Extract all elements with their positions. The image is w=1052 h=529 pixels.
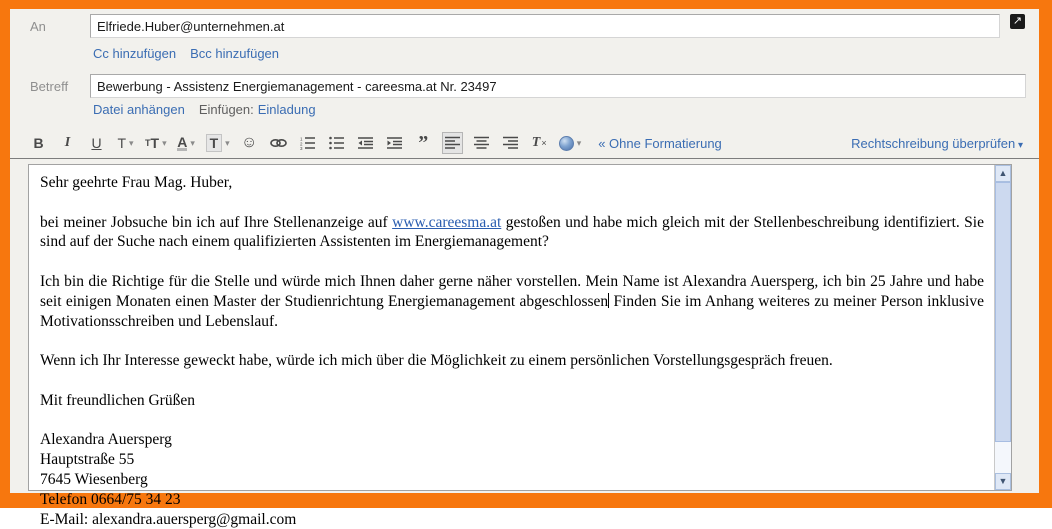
- closing: Mit freundlichen Grüßen: [40, 391, 195, 409]
- message-body-editor[interactable]: [28, 164, 1012, 528]
- message-body-text[interactable]: [29, 165, 994, 528]
- careesma-link[interactable]: www.careesma.at: [392, 213, 502, 231]
- popout-icon[interactable]: ↗: [1010, 14, 1025, 29]
- svg-text:1: 1: [299, 136, 303, 142]
- toolbar-divider: [10, 158, 1039, 159]
- outdent-button[interactable]: [355, 132, 376, 154]
- bullet-list-button[interactable]: [326, 132, 347, 154]
- subject-input[interactable]: [90, 74, 1026, 98]
- blockquote-button[interactable]: [413, 132, 434, 154]
- align-right-icon: [503, 136, 518, 150]
- font-size-dropdown-button[interactable]: T T ▾: [144, 132, 168, 154]
- signature-phone: Telefon 0664/75 34 23: [40, 490, 181, 508]
- remove-formatting-button[interactable]: T ×: [531, 135, 547, 150]
- emoji-icon: ☺: [241, 134, 258, 151]
- check-spelling-menu[interactable]: Rechtschreibung überprüfen ▾: [851, 136, 1023, 151]
- spellcheck-language-button[interactable]: [558, 132, 583, 154]
- numbered-list-button[interactable]: [297, 132, 318, 154]
- svg-text:2: 2: [299, 141, 303, 147]
- text-color-dropdown-button[interactable]: A ▾: [176, 132, 197, 154]
- scrollbar-thumb[interactable]: [995, 182, 1011, 442]
- scroll-down-icon[interactable]: ▼: [995, 473, 1011, 490]
- to-label: An: [30, 19, 46, 34]
- signature-block: [40, 430, 984, 529]
- signature-name: Alexandra Auersperg: [40, 431, 172, 449]
- insert-link-button[interactable]: [268, 132, 289, 154]
- attach-file-link[interactable]: Datei anhängen: [93, 102, 185, 117]
- scroll-up-icon[interactable]: ▲: [995, 165, 1011, 182]
- italic-button[interactable]: I: [64, 135, 71, 150]
- svg-text:3: 3: [299, 146, 303, 151]
- numbered-list-icon: [300, 136, 315, 150]
- paragraph-3: Wenn ich Ihr Interesse geweckt habe, würde ich mich über die Möglichkeit zu einem persönlichen Vorstellungsgespräch freuen.: [40, 352, 833, 370]
- paragraph-1: bei meiner Jobsuche bin ich auf Ihre Stellenanzeige auf www.careesma.at gestoßen und habe mich gleich mit der Stellenbeschreibung identifiziert. Sie sind auf der Suche nach einem qualifizierten Assistenten im Energiemanagement?: [40, 213, 984, 251]
- insert-invitation-link[interactable]: Einladung: [257, 102, 316, 117]
- insert-label: Einfügen:: [198, 102, 254, 117]
- indent-button[interactable]: [384, 132, 405, 154]
- outdent-icon: [358, 136, 373, 150]
- align-center-icon: [474, 136, 489, 150]
- plain-text-mode-link[interactable]: « Ohne Formatierung: [598, 135, 722, 151]
- add-bcc-link[interactable]: Bcc hinzufügen: [190, 46, 280, 61]
- underline-button[interactable]: U: [91, 135, 102, 151]
- bold-button[interactable]: B: [33, 135, 44, 151]
- signature-email: E-Mail: alexandra.auersperg@gmail.com: [40, 510, 297, 528]
- to-input[interactable]: [90, 14, 1000, 38]
- quote-icon: ”: [418, 132, 429, 154]
- signature-street: Hauptstraße 55: [40, 451, 135, 469]
- editor-scrollbar[interactable]: [994, 165, 1011, 490]
- highlight-color-dropdown-button[interactable]: T ▾: [205, 132, 231, 154]
- indent-icon: [387, 136, 402, 150]
- link-icon: [270, 137, 287, 149]
- globe-icon: [559, 136, 574, 151]
- font-dropdown-button[interactable]: T ▾: [115, 132, 136, 154]
- add-cc-link[interactable]: Cc hinzufügen: [93, 46, 177, 61]
- emoji-button[interactable]: [239, 132, 260, 154]
- align-left-button[interactable]: [442, 132, 463, 154]
- salutation: Sehr geehrte Frau Mag. Huber,: [40, 174, 233, 191]
- paragraph-2: Ich bin die Richtige für die Stelle und würde mich Ihnen daher gerne näher vorstellen. Mein Name ist Alexandra Auersperg, ich bin 25 Jahre und habe seit einigen Monaten einen Master der Studienrichtung Energiemanagement abgeschlossen Finden Sie im Anhang weiteres zu meiner Person inklusive Motivationsschreiben und Lebenslauf.: [40, 272, 984, 330]
- bullet-list-icon: [329, 136, 344, 150]
- signature-city: 7645 Wiesenberg: [40, 470, 148, 488]
- align-center-button[interactable]: [471, 132, 492, 154]
- align-right-button[interactable]: [500, 132, 521, 154]
- formatting-toolbar: [28, 129, 1023, 157]
- align-left-icon: [445, 136, 460, 150]
- subject-label: Betreff: [30, 79, 69, 94]
